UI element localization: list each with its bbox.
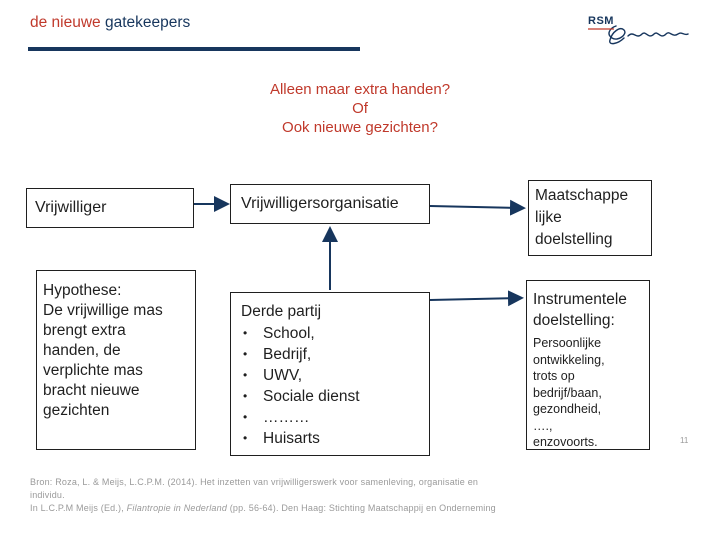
page-number: 11	[680, 436, 689, 445]
instrumentele-title-line: doelstelling:	[533, 312, 615, 329]
question-line-2: Of	[352, 100, 368, 117]
box-vrijwilliger-label: Vrijwilliger	[35, 199, 107, 216]
instrumentele-body-line: ….,	[533, 418, 553, 433]
maatschappelijk-line: doelstelling	[535, 231, 613, 248]
hypothese-line: handen, de	[43, 342, 121, 359]
arrow-organisatie-maatschappelijk	[430, 206, 522, 208]
hypothese-line: Hypothese:	[43, 282, 122, 299]
source-line-2	[30, 502, 510, 515]
title-word-1: de nieuwe	[30, 14, 101, 31]
source-line-2-prefix: In L.C.P.M Meijs (Ed.),	[30, 503, 124, 513]
instrumentele-body-line: bedrijf/baan,	[533, 385, 602, 400]
list-item: • ………	[241, 407, 419, 428]
source-book-title: Filantropie in Nederland	[126, 503, 228, 513]
hypothese-line: verplichte mas	[43, 362, 143, 379]
instrumentele-body-line: gezondheid,	[533, 402, 602, 416]
title-word-2: gatekeepers	[104, 14, 191, 31]
list-item: • Sociale dienst	[241, 386, 419, 407]
box-instrumentele-doelstelling	[526, 280, 650, 450]
box-maatschappelijke-doelstelling	[528, 180, 652, 256]
list-item: • Bedrijf,	[241, 344, 419, 365]
maatschappelijk-line: lijke	[535, 209, 562, 226]
logo-text: RSM	[588, 15, 614, 27]
list-item: • UWV,	[241, 365, 419, 386]
instrumentele-body-line: trots op	[533, 369, 575, 383]
instrumentele-body-line: ontwikkeling,	[533, 352, 605, 367]
list-item: • School,	[241, 323, 419, 344]
question-line-1: Alleen maar extra handen?	[269, 81, 451, 98]
box-derde-partij	[230, 292, 430, 456]
hypothese-line: bracht nieuwe	[43, 382, 140, 399]
source-line-2-suffix: (pp. 56-64). Den Haag: Stichting Maatschappij en Onderneming	[229, 503, 496, 513]
list-item: • Huisarts	[241, 428, 419, 449]
instrumentele-title-line: Instrumentele	[533, 291, 627, 308]
source-citation	[30, 476, 510, 515]
derde-title: Derde partij	[241, 303, 322, 320]
box-organisatie-label: Vrijwilligersorganisatie	[241, 195, 399, 212]
maatschappelijk-line: Maatschappe	[535, 187, 629, 204]
hypothese-line: De vrijwillige mas	[43, 302, 163, 319]
instrumentele-body	[533, 335, 643, 451]
arrow-derde-instrumentele	[430, 298, 520, 300]
instrumentele-body-line: enzovoorts.	[533, 435, 598, 449]
hypothese-line: gezichten	[43, 402, 110, 419]
box-vrijwilligersorganisatie	[230, 184, 430, 224]
question-line-3: Ook nieuwe gezichten?	[282, 119, 438, 136]
instrumentele-body-line: Persoonlijke	[533, 336, 602, 350]
derde-list	[241, 323, 419, 449]
box-vrijwilliger	[26, 188, 194, 228]
hypothese-line: brengt extra	[43, 322, 126, 339]
instrumentele-title	[533, 289, 643, 331]
source-line-1: Bron: Roza, L. & Meijs, L.C.P.M. (2014). Het inzetten van vrijwilligerswerk voor samenleving, organisatie en individu.	[30, 477, 479, 500]
box-hypothese	[36, 270, 196, 450]
